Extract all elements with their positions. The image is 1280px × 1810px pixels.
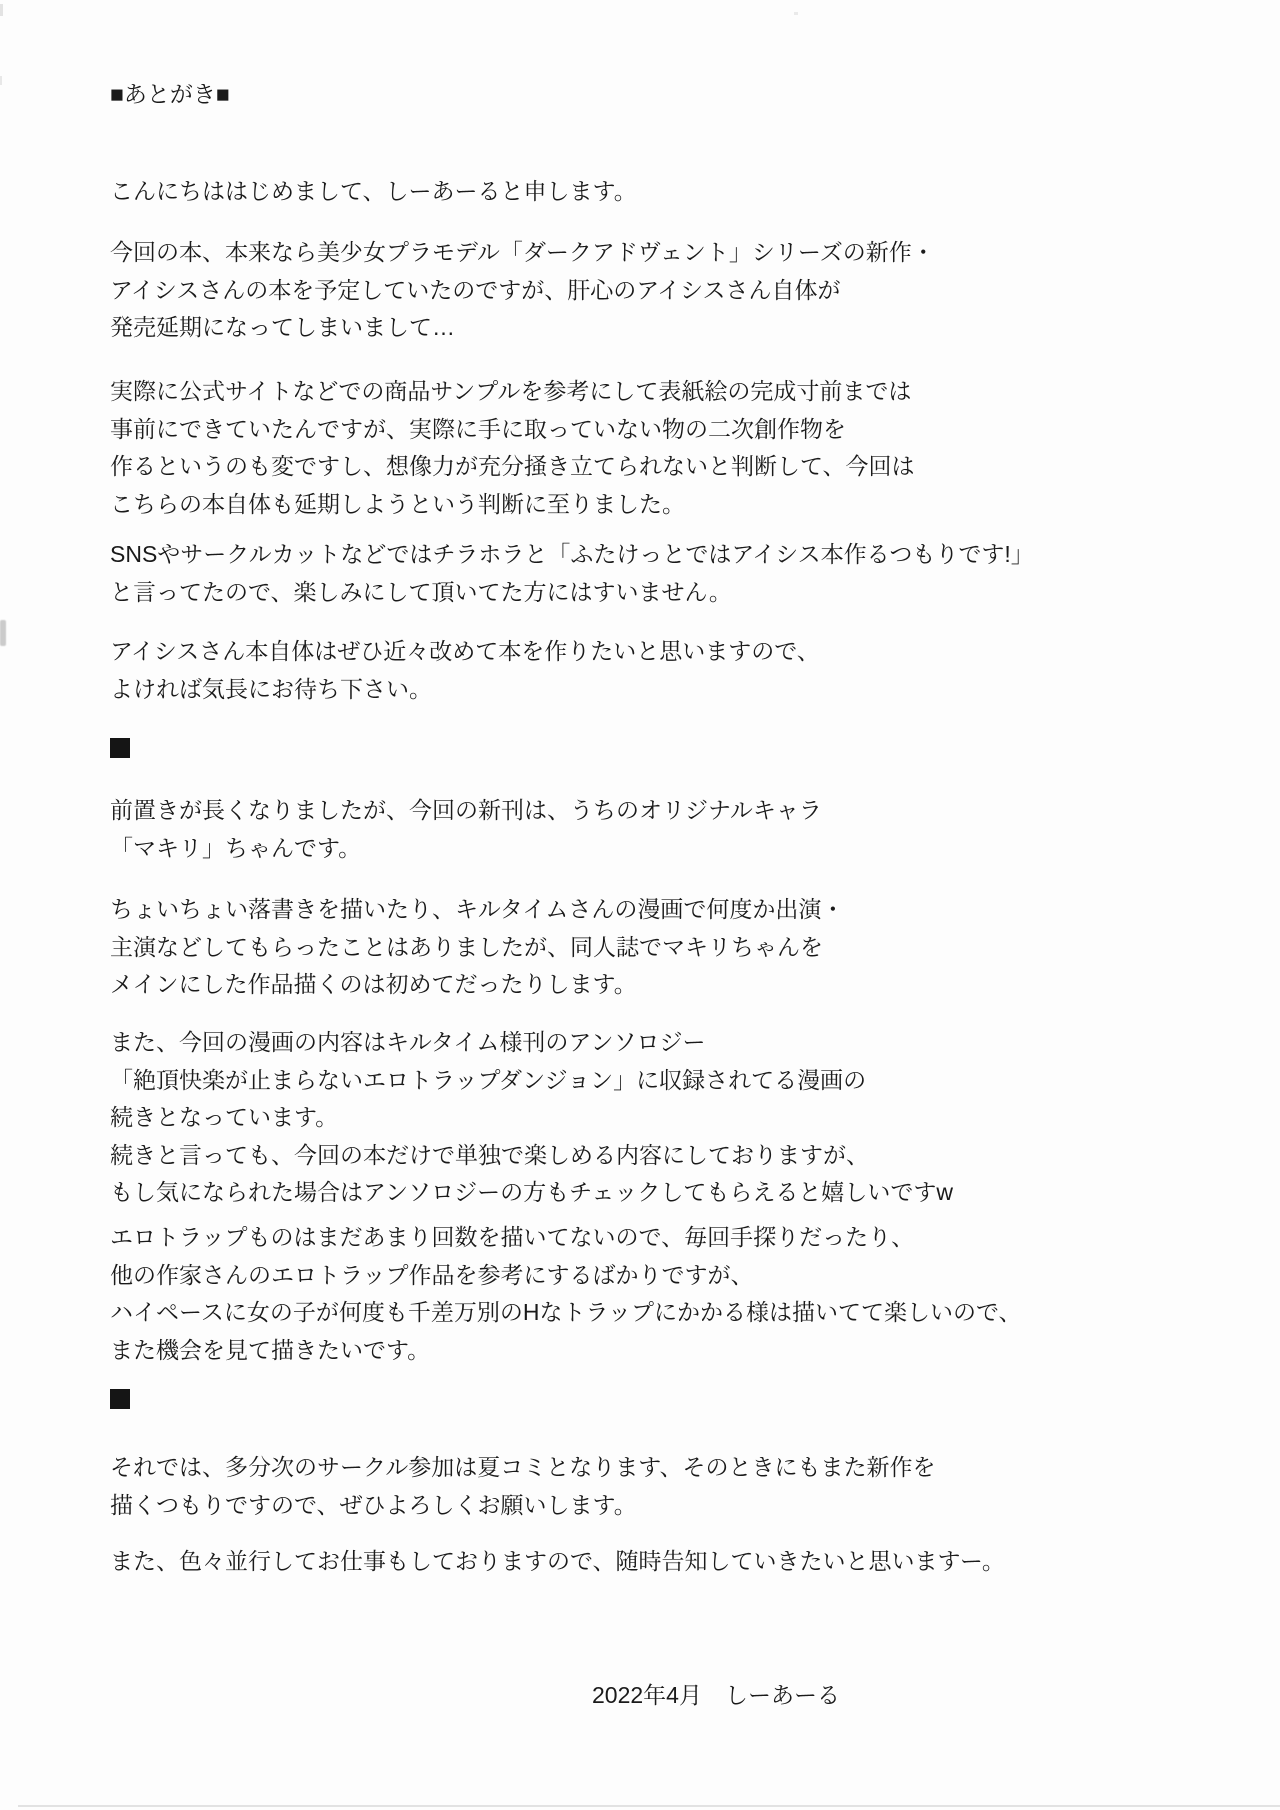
paragraph-delay-reason [110, 373, 915, 523]
paragraph-sns-apology [110, 536, 1034, 611]
text-line: 発売延期になってしまいまして… [110, 314, 455, 340]
paragraph-next-event [110, 1449, 935, 1524]
text-line: こんにちははじめまして、しーあーると申します。 [110, 178, 637, 204]
text-line: エロトラップものはまだあまり回数を描いてないので、毎回手探りだったり、 [110, 1224, 915, 1250]
text-line: 実際に公式サイトなどでの商品サンプルを参考にして表紙絵の完成寸前までは [110, 378, 912, 404]
paragraph-other-work [110, 1543, 1005, 1581]
section-divider-square [110, 738, 130, 758]
paragraph-greeting [110, 173, 637, 211]
text-line: また機会を見て描きたいです。 [110, 1336, 431, 1363]
text-line: 続きと言っても、今回の本だけで単独で楽しめる内容にしておりますが、 [110, 1141, 869, 1168]
text-line: 他の作家さんのエロトラップ作品を参考にするばかりですが、 [110, 1261, 754, 1288]
text-line: また、色々並行してお仕事もしておりますので、随時告知していきたいと思いますー。 [110, 1548, 1005, 1574]
scan-smudge [0, 620, 6, 646]
paragraph-genre-thoughts [110, 1219, 1022, 1369]
text-line: メインにした作品描くのは初めてだったりします。 [110, 971, 637, 997]
paragraph-new-book [110, 792, 822, 867]
text-line: アイシスさんの本を予定していたのですが、肝心のアイシスさん自体が [110, 276, 841, 303]
scan-speck [0, 76, 2, 85]
scan-speck [0, 4, 3, 16]
date-author-signature: 2022年4月 しーあーる [592, 1682, 840, 1708]
text-line: もし気になられた場合はアンソロジーの方もチェックしてもらえると嬉しいですw [110, 1179, 953, 1205]
text-line: SNSやサークルカットなどではチラホラと「ふたけっとではアイシス本作るつもりです!」 [110, 541, 1034, 567]
text-line: 主演などしてもらったことはありましたが、同人誌でマキリちゃんを [110, 933, 823, 960]
text-line: 「絶頂快楽が止まらないエロトラップダンジョン」に収録されてる漫画の [110, 1066, 867, 1093]
scan-edge-line [18, 1805, 1280, 1807]
text-line: 事前にできていたんですが、実際に手に取っていない物の二次創作物を [110, 415, 846, 442]
paragraph-future-plan [110, 633, 820, 708]
text-line: ハイペースに女の子が何度も千差万別のHなトラップにかかる様は描いてて楽しいので、 [110, 1299, 1022, 1325]
paragraph-original-plan [110, 234, 935, 347]
text-line: よければ気長にお待ち下さい。 [110, 675, 432, 702]
text-line: 描くつもりですので、ぜひよろしくお願いします。 [110, 1491, 637, 1518]
page-title: ■あとがき■ [110, 81, 230, 107]
scan-speck [794, 12, 798, 15]
text-line: 作るというのも変ですし、想像力が充分掻き立てられないと判断して、今回は [110, 453, 915, 479]
text-line: こちらの本自体も延期しようという判断に至りました。 [110, 490, 685, 517]
text-line: また、今回の漫画の内容はキルタイム様刊のアンソロジー [110, 1029, 706, 1055]
paragraph-makiri-history [110, 891, 844, 1004]
text-line: 今回の本、本来なら美少女プラモデル「ダークアドヴェント」シリーズの新作・ [110, 239, 935, 265]
text-line: 続きとなっています。 [110, 1104, 339, 1130]
text-line: アイシスさん本自体はぜひ近々改めて本を作りたいと思いますので、 [110, 638, 820, 664]
paragraph-anthology [110, 1024, 953, 1212]
text-line: 前置きが長くなりましたが、今回の新刊は、うちのオリジナルキャラ [110, 797, 822, 823]
text-line: ちょいちょい落書きを描いたり、キルタイムさんの漫画で何度か出演・ [110, 896, 845, 922]
section-divider-square [110, 1389, 130, 1409]
text-line: それでは、多分次のサークル参加は夏コミとなります、そのときにもまた新作を [110, 1454, 936, 1480]
text-line: 「マキリ」ちゃんです。 [110, 834, 362, 861]
text-line: と言ってたので、楽しみにして頂いてた方にはすいません。 [110, 578, 732, 605]
